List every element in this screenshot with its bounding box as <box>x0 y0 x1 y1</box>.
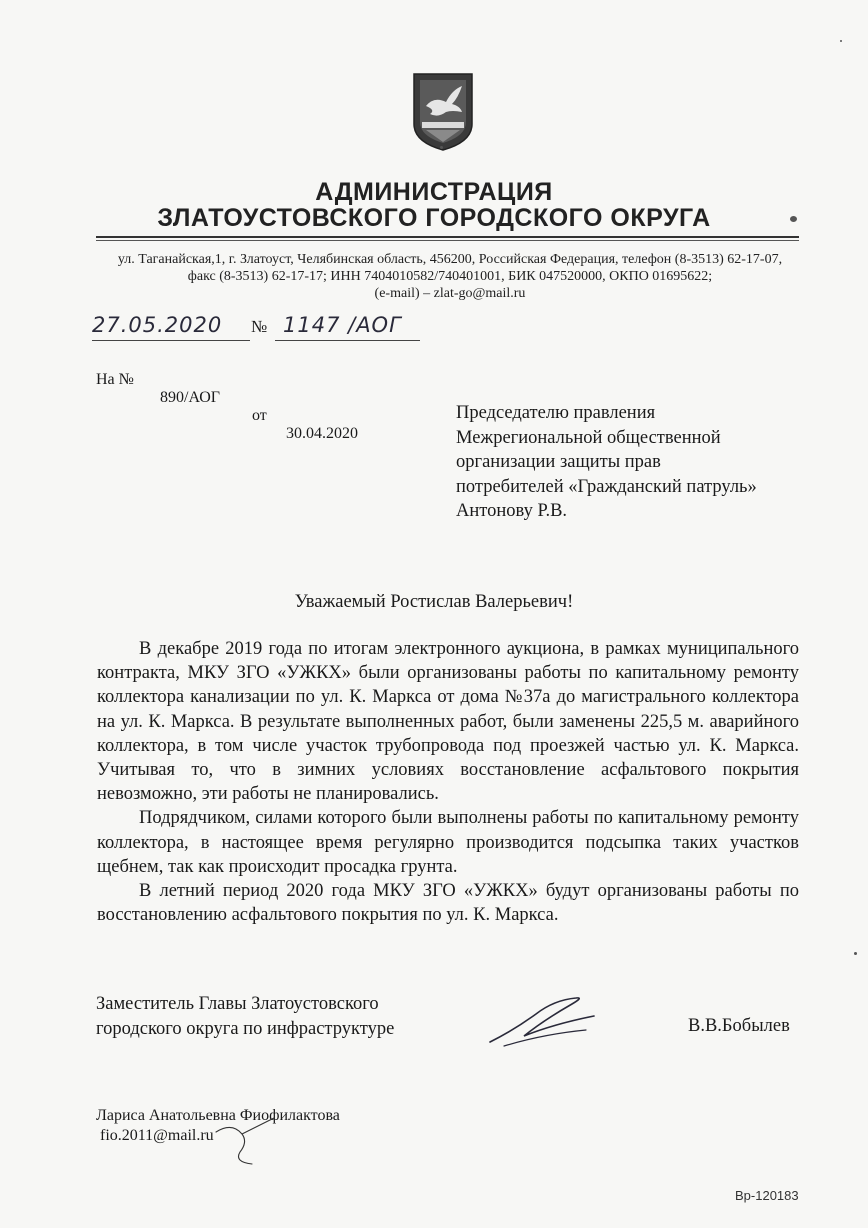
addressee-line: Межрегиональной общественной <box>456 427 721 448</box>
executor-email: fio.2011@mail.ru <box>100 1127 214 1144</box>
addressee-line: Председателю правления <box>456 403 656 423</box>
header-divider-thin <box>96 240 799 241</box>
addressee-line: организации защиты прав <box>456 452 661 472</box>
org-title-line2: ЗЛАТОУСТОВСКОГО ГОРОДСКОГО ОКРУГА <box>157 204 711 232</box>
reference-from-label: от <box>252 407 267 424</box>
scan-speck <box>854 952 857 955</box>
scan-speck <box>840 40 842 42</box>
executor-name: Лариса Анатольевна Фиофилактова <box>96 1107 340 1124</box>
body-paragraph: В декабре 2019 года по итогам электронного аукциона, в рамках муниципального контракта, МКУ ЗГО «УЖКХ» были организованы работы по капитальному ремонту коллектора канализации по ул. К. Маркса от дома №37а до магистрального коллектора на ул. К. Маркса. В результате выполненных работ, были заменены 225,5 м. аварийного коллектора, в том числе участок трубопровода под проезжей частью ул. К. Маркса. Учитывая то, что в зимних условиях восстановление асфальтового покрытия невозможно, эти работы не планировались. <box>97 639 799 805</box>
scan-speck <box>440 146 443 149</box>
salutation: Уважаемый Ростислав Валерьевич! <box>294 592 574 612</box>
signer-name: В.В.Бобылев <box>688 1016 790 1036</box>
registration-number-sign: № <box>251 317 268 336</box>
contacts-email: (e-mail) – zlat-go@mail.ru <box>374 286 526 301</box>
pen-scribble-icon <box>212 1112 282 1167</box>
letter-body <box>97 637 799 927</box>
registration-date: 27.05.2020 <box>92 313 223 337</box>
addressee-line: потребителей «Гражданский патруль» <box>456 476 757 497</box>
contacts-requisites: факс (8-3513) 62-17-17; ИНН 7404010582/740401001, БИК 047520000, ОКПО 01695622; <box>187 269 713 284</box>
registration-number: 1147 /АОГ <box>283 313 402 337</box>
body-paragraph: Подрядчиком, силами которого были выполнены работы по капитальному ремонту коллектора, в настоящее время регулярно производится подсыпка таких участков щебнем, так как происходит просадка грунта. <box>97 808 799 877</box>
scan-speck <box>790 216 797 222</box>
reference-label: На № <box>96 371 134 388</box>
registration-date-underline <box>92 340 250 341</box>
reference-number: 890/АОГ <box>160 389 221 406</box>
contacts-address: ул. Таганайская,1, г. Златоуст, Челябинская область, 456200, Российская Федерация, телефон (8-3513) 62-17-07, <box>117 252 783 267</box>
header-divider <box>96 236 799 238</box>
document-code: Вр-120183 <box>735 1188 799 1203</box>
body-paragraph: В летний период 2020 года МКУ ЗГО «УЖКХ» будут организованы работы по восстановлению асфальтового покрытия по ул. К. Маркса. <box>97 881 799 926</box>
coat-of-arms-icon <box>412 72 474 152</box>
registration-number-underline <box>275 340 420 341</box>
signer-position-line1: Заместитель Главы Златоустовского <box>96 994 379 1014</box>
addressee-block <box>456 401 757 524</box>
org-title-line1: АДМИНИСТРАЦИЯ <box>315 178 553 206</box>
handwritten-signature-icon <box>484 990 604 1050</box>
reference-date: 30.04.2020 <box>286 425 358 442</box>
addressee-line: Антонову Р.В. <box>456 501 568 521</box>
signer-position <box>96 992 394 1041</box>
reference-row <box>96 353 358 461</box>
signer-position-line2: городского округа по инфраструктуре <box>96 1018 395 1039</box>
